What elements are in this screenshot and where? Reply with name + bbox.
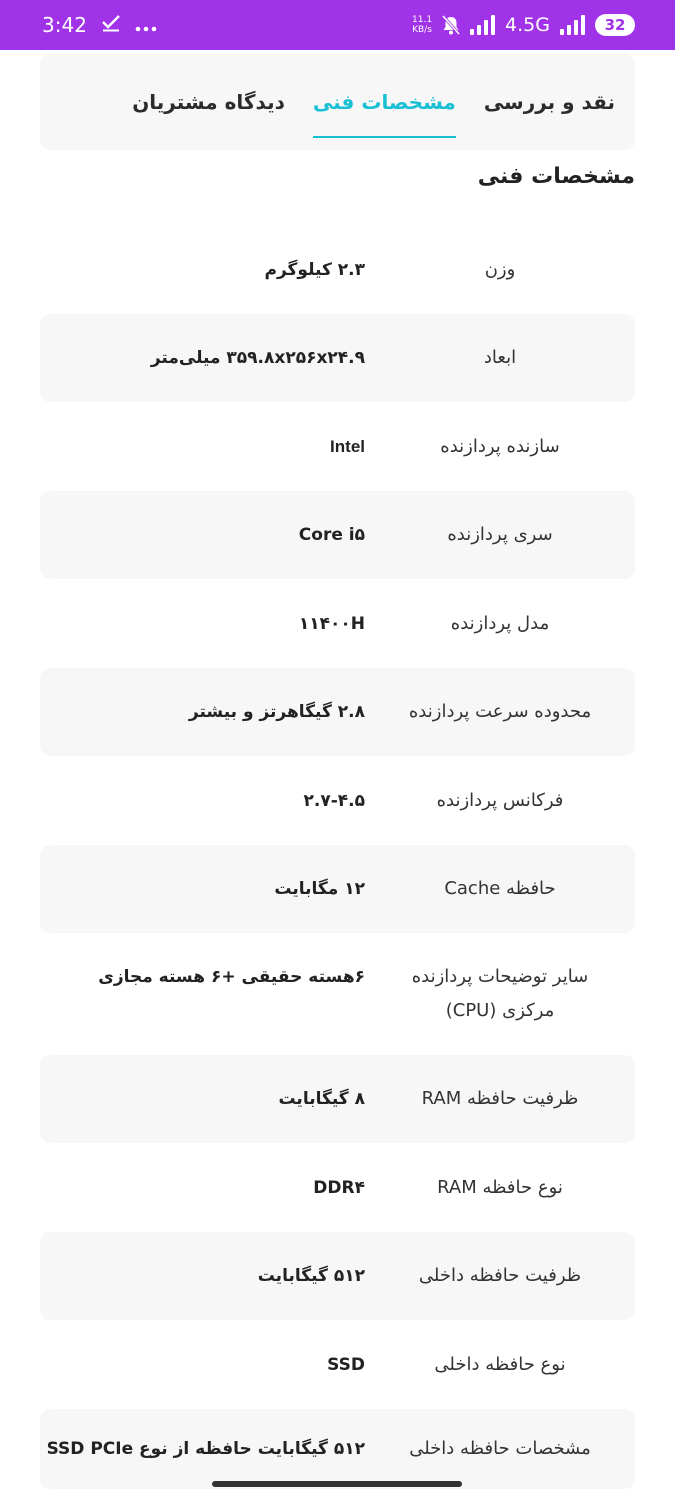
spec-row-storage-details bbox=[40, 1409, 635, 1489]
spec-value: ۸ گیگابایت bbox=[278, 1089, 365, 1109]
spec-label: سازنده پردازنده bbox=[440, 435, 560, 457]
tab-specs[interactable]: مشخصات فنی bbox=[313, 82, 456, 122]
spec-label: حافظه Cache bbox=[444, 878, 556, 899]
tabs-bar bbox=[40, 54, 635, 150]
spec-row-ram-capacity bbox=[40, 1055, 635, 1143]
spec-row-ram-type bbox=[40, 1143, 635, 1232]
spec-value: ۵۱۲ گیگابایت bbox=[257, 1266, 365, 1286]
status-bar-left bbox=[42, 13, 157, 37]
tab-comments[interactable]: دیدگاه مشتریان bbox=[132, 90, 285, 114]
spec-label: مشخصات حافظه داخلی bbox=[409, 1438, 591, 1459]
spec-label: مدل پردازنده bbox=[450, 612, 550, 634]
spec-row-cpu-series bbox=[40, 491, 635, 579]
tab-review[interactable]: نقد و بررسی bbox=[483, 90, 615, 114]
network-speed bbox=[412, 15, 432, 35]
spec-value: ۶هسته حقیقی +۶ هسته مجازی bbox=[98, 967, 365, 987]
spec-label: ظرفیت حافظه RAM bbox=[421, 1088, 579, 1109]
spec-row-dimensions bbox=[40, 314, 635, 402]
spec-label: ظرفیت حافظه داخلی bbox=[418, 1265, 582, 1286]
spec-row-weight bbox=[40, 226, 635, 314]
spec-value: Intel bbox=[330, 436, 365, 456]
spec-value: ۱۱۴۰۰H bbox=[298, 613, 365, 634]
spec-row-cpu-frequency bbox=[40, 756, 635, 845]
spec-label: سری پردازنده bbox=[447, 524, 553, 545]
spec-row-cpu-model bbox=[40, 579, 635, 668]
spec-value: ۵۱۲ گیگابایت حافظه از نوع SSD PCIe bbox=[46, 1439, 365, 1459]
spec-label: محدوده سرعت پردازنده bbox=[408, 701, 592, 722]
spec-value: Core i۵ bbox=[298, 525, 365, 545]
spec-row-cpu-speed-range bbox=[40, 668, 635, 756]
spec-label: ابعاد bbox=[483, 347, 517, 368]
spec-value: ۳۵۹.۸x۲۵۶x۲۴.۹ میلی‌متر bbox=[150, 348, 365, 368]
network-type: 4.5G bbox=[505, 14, 550, 36]
status-bar bbox=[0, 0, 675, 50]
clock: 3:42 bbox=[42, 13, 87, 37]
spec-value: ۲.۳ کیلوگرم bbox=[264, 260, 365, 280]
specs-list bbox=[40, 226, 635, 1489]
spec-label: سایر توضیحات پردازنده مرکزی (CPU) bbox=[411, 966, 589, 1021]
spec-row-cpu-maker bbox=[40, 402, 635, 491]
battery-icon: 32 bbox=[595, 14, 635, 36]
check-icon bbox=[101, 13, 121, 37]
more-dots-icon bbox=[135, 13, 157, 37]
spec-value: DDR۴ bbox=[313, 1177, 365, 1198]
spec-value: ۲.۸ گیگاهرتز و بیشتر bbox=[188, 702, 365, 722]
signal-icon-2 bbox=[560, 15, 585, 35]
spec-row-cpu-other bbox=[40, 933, 635, 1055]
section-title: مشخصات فنی bbox=[477, 164, 635, 189]
spec-label: نوع حافظه RAM bbox=[437, 1176, 563, 1198]
signal-icon bbox=[470, 15, 495, 35]
spec-value: ۲.۷-۴.۵ bbox=[303, 790, 365, 811]
network-speed-value: 11.1 bbox=[412, 15, 433, 25]
spec-label: فرکانس پردازنده bbox=[436, 789, 564, 811]
spec-row-storage-capacity bbox=[40, 1232, 635, 1320]
network-speed-unit: KB/s bbox=[412, 25, 432, 35]
spec-value: ۱۲ مگابایت bbox=[274, 879, 365, 899]
spec-label: وزن bbox=[484, 259, 516, 280]
spec-row-storage-type bbox=[40, 1320, 635, 1409]
bell-off-icon bbox=[442, 15, 460, 35]
spec-row-cache bbox=[40, 845, 635, 933]
home-indicator[interactable] bbox=[212, 1481, 462, 1487]
spec-value: SSD bbox=[327, 1354, 365, 1375]
spec-label: نوع حافظه داخلی bbox=[434, 1353, 566, 1375]
status-bar-right bbox=[412, 14, 635, 36]
